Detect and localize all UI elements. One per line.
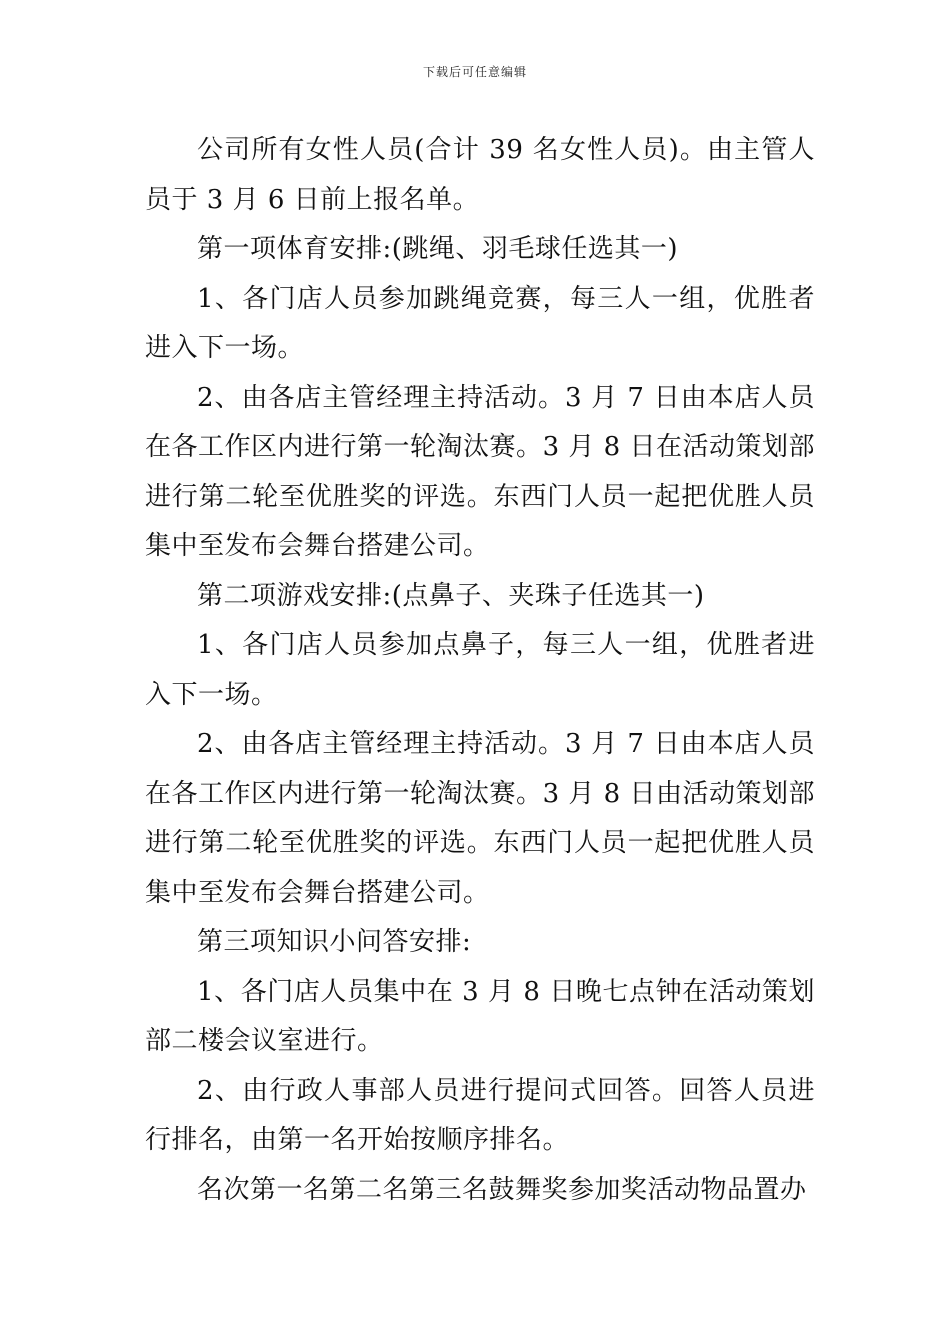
paragraph-quiz-1: 1、各门店人员集中在 3 月 8 日晚七点钟在活动策划部二楼会议室进行。 bbox=[145, 976, 815, 1056]
section-heading-sports: 第一项体育安排:(跳绳、羽毛球任选其一) bbox=[197, 234, 679, 264]
section-heading-quiz: 第三项知识小问答安排: bbox=[197, 927, 472, 957]
document-body bbox=[145, 126, 815, 1215]
paragraph-awards: 名次第一名第二名第三名鼓舞奖参加奖活动物品置办 bbox=[197, 1174, 807, 1205]
section-heading-games: 第二项游戏安排:(点鼻子、夹珠子任选其一) bbox=[197, 580, 705, 611]
paragraph-intro: 公司所有女性人员(合计 39 名女性人员)。由主管人员于 3 月 6 日前上报名单。 bbox=[145, 135, 815, 215]
page-header: 下载后可任意编辑 bbox=[422, 65, 527, 79]
paragraph-games-2: 2、由各店主管经理主持活动。3 月 7 日由本店人员在各工作区内进行第一轮淘汰赛。3 月 8 日由活动策划部进行第二轮至优胜奖的评选。东西门人员一起把优胜人员集中至发布会舞台搭建公司。 bbox=[145, 729, 815, 908]
paragraph-sports-2: 2、由各店主管经理主持活动。3 月 7 日由本店人员在各工作区内进行第一轮淘汰赛。3 月 8 日在活动策划部进行第二轮至优胜奖的评选。东西门人员一起把优胜人员集中至发布会舞台搭建公司。 bbox=[145, 382, 815, 561]
paragraph-sports-1: 1、各门店人员参加跳绳竞赛，每三人一组，优胜者进入下一场。 bbox=[145, 283, 815, 363]
paragraph-quiz-2: 2、由行政人事部人员进行提问式回答。回答人员进行排名，由第一名开始按顺序排名。 bbox=[145, 1075, 815, 1155]
paragraph-games-1: 1、各门店人员参加点鼻子，每三人一组，优胜者进入下一场。 bbox=[145, 630, 815, 710]
